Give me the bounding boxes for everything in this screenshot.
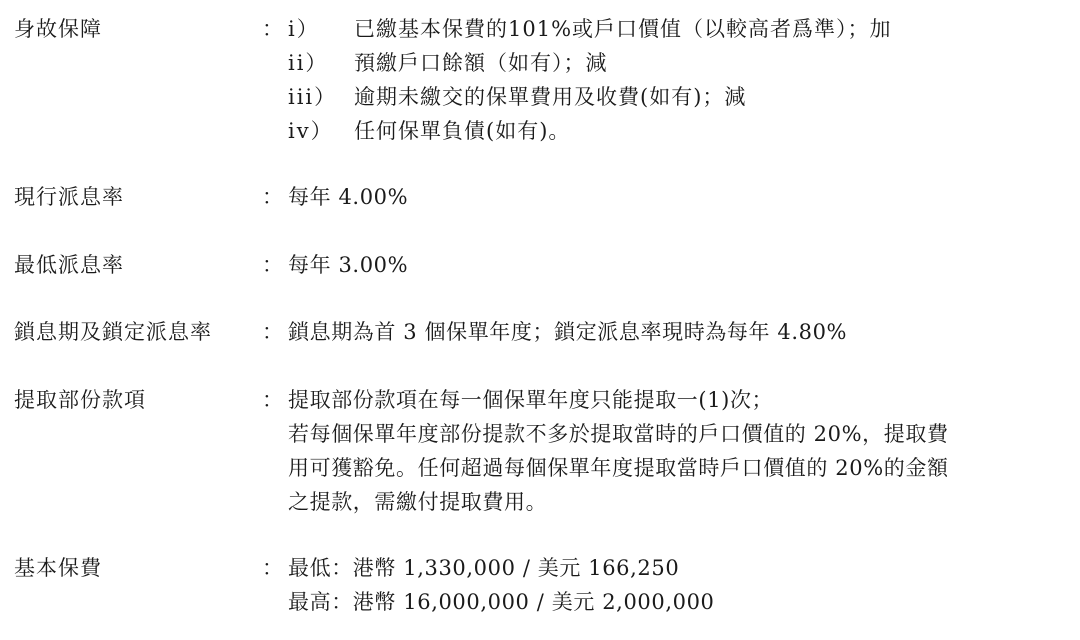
minimum-rate-label: 最低派息率 [14, 253, 124, 277]
basic-premium-content [288, 551, 1068, 619]
item-text: 任何保單負債(如有)。 [354, 119, 571, 143]
premium-min-line: 最低：港幣 1,330,000 / 美元 166,250 [288, 556, 680, 580]
item-number: iv） [288, 119, 334, 143]
list-item [288, 46, 1068, 80]
lock-period-content [288, 315, 1068, 349]
partial-withdrawal-label: 提取部份款項 [14, 388, 146, 412]
withdrawal-line: 若每個保單年度部份提款不多於提取當時的戶口價值的 20%，提取費 [288, 422, 949, 446]
item-number: iii） [288, 85, 338, 109]
current-rate-content [288, 180, 1068, 214]
current-rate-label: 現行派息率 [14, 185, 124, 209]
item-text: 已繳基本保費的101%或戶口價值（以較高者爲準）；加 [354, 17, 892, 41]
colon: ： [262, 253, 283, 277]
withdrawal-line: 用可獲豁免。任何超過每個保單年度提取當時戶口價值的 20%的金額 [288, 456, 949, 480]
colon: ： [262, 388, 283, 412]
colon: ： [262, 556, 283, 580]
premium-max-line: 最高：港幣 16,000,000 / 美元 2,000,000 [288, 590, 715, 614]
list-item [288, 12, 1068, 46]
withdrawal-line: 提取部份款項在每一個保單年度只能提取一(1)次； [288, 388, 774, 412]
partial-withdrawal-content [288, 383, 1068, 519]
item-number: i） [288, 17, 320, 41]
list-item [288, 80, 1068, 114]
death-benefit-label: 身故保障 [14, 17, 102, 41]
minimum-rate-content [288, 248, 1068, 282]
colon: ： [262, 320, 283, 344]
minimum-rate-value: 每年 3.00% [288, 253, 409, 277]
death-benefit-list [288, 12, 1068, 148]
colon: ： [262, 17, 283, 41]
current-rate-value: 每年 4.00% [288, 185, 409, 209]
item-text: 預繳戶口餘額（如有）；減 [354, 51, 608, 75]
colon: ： [262, 185, 283, 209]
list-item [288, 114, 1068, 148]
item-text: 逾期未繳交的保單費用及收費(如有)；減 [354, 85, 747, 109]
lock-period-label: 鎖息期及鎖定派息率 [14, 320, 212, 344]
withdrawal-line: 之提款，需繳付提取費用。 [288, 490, 548, 514]
basic-premium-label: 基本保費 [14, 556, 102, 580]
lock-period-value: 鎖息期為首 3 個保單年度；鎖定派息率現時為每年 4.80% [288, 320, 848, 344]
item-number: ii） [288, 51, 329, 75]
